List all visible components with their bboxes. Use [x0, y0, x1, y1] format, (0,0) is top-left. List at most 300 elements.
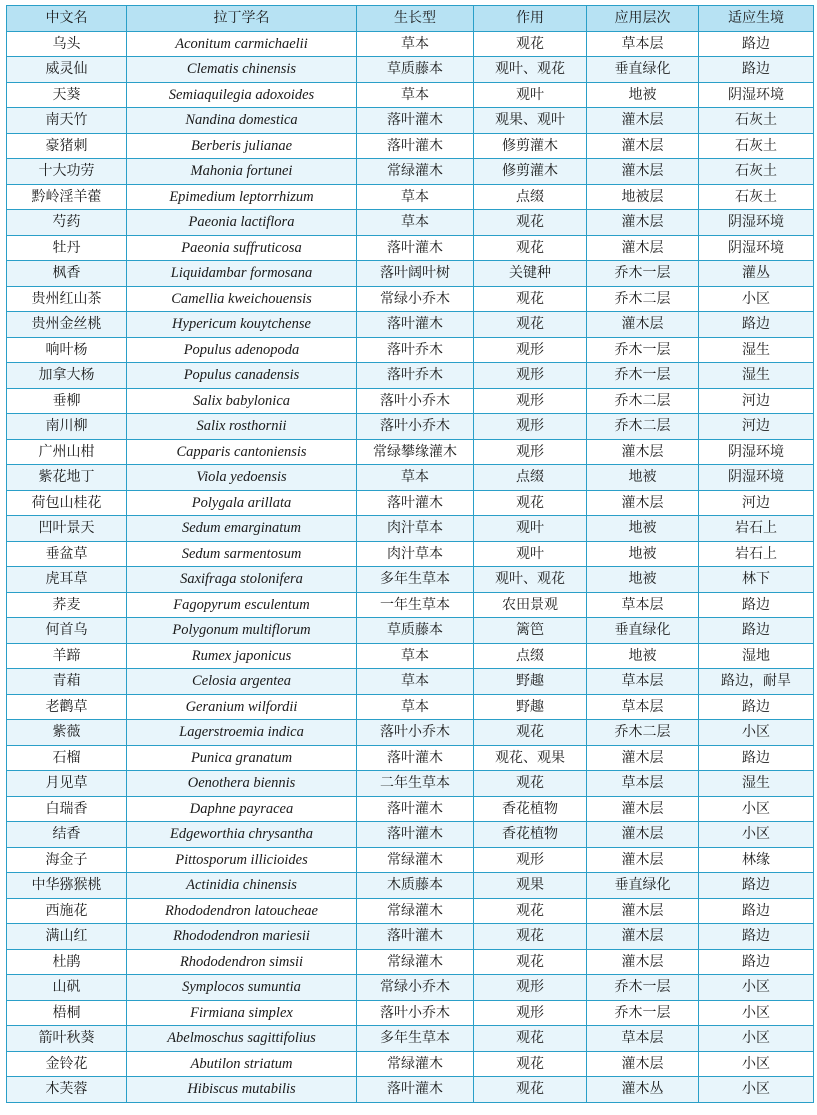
cell-habitat: 河边: [699, 414, 814, 440]
table-row: [7, 490, 814, 516]
cell-chinese-name: 南川柳: [7, 414, 127, 440]
cell-function: 野趣: [474, 694, 587, 720]
cell-growth-form: 草本: [357, 643, 474, 669]
cell-layer: 乔木一层: [587, 1000, 699, 1026]
cell-chinese-name: 何首乌: [7, 618, 127, 644]
cell-chinese-name: 荞麦: [7, 592, 127, 618]
col-header-latin-name: 拉丁学名: [127, 6, 357, 32]
cell-growth-form: 肉汁草本: [357, 516, 474, 542]
cell-habitat: 阴湿环境: [699, 210, 814, 236]
cell-habitat: 林下: [699, 567, 814, 593]
cell-function: 观形: [474, 1000, 587, 1026]
cell-layer: 灌木层: [587, 822, 699, 848]
cell-chinese-name: 加拿大杨: [7, 363, 127, 389]
cell-latin-name: Aconitum carmichaelii: [127, 31, 357, 57]
cell-growth-form: 草本: [357, 694, 474, 720]
cell-chinese-name: 豪猪刺: [7, 133, 127, 159]
cell-chinese-name: 青葙: [7, 669, 127, 695]
cell-layer: 灌木层: [587, 847, 699, 873]
table-row: [7, 516, 814, 542]
cell-latin-name: Sedum sarmentosum: [127, 541, 357, 567]
cell-latin-name: Daphne payracea: [127, 796, 357, 822]
cell-layer: 灌木层: [587, 924, 699, 950]
cell-latin-name: Abelmoschus sagittifolius: [127, 1026, 357, 1052]
cell-layer: 灌木层: [587, 898, 699, 924]
cell-function: 观形: [474, 337, 587, 363]
cell-growth-form: 落叶灌木: [357, 745, 474, 771]
cell-chinese-name: 木芙蓉: [7, 1077, 127, 1103]
table-row: [7, 261, 814, 287]
cell-function: 点缀: [474, 184, 587, 210]
cell-function: 关键种: [474, 261, 587, 287]
cell-habitat: 阴湿环境: [699, 82, 814, 108]
table-row: [7, 924, 814, 950]
cell-layer: 灌木层: [587, 133, 699, 159]
cell-habitat: 路边: [699, 898, 814, 924]
cell-layer: 灌木层: [587, 490, 699, 516]
table-row: [7, 57, 814, 83]
cell-layer: 乔木二层: [587, 414, 699, 440]
table-row: [7, 465, 814, 491]
cell-latin-name: Sedum emarginatum: [127, 516, 357, 542]
cell-habitat: 阴湿环境: [699, 465, 814, 491]
cell-growth-form: 落叶小乔木: [357, 388, 474, 414]
cell-latin-name: Punica granatum: [127, 745, 357, 771]
cell-chinese-name: 海金子: [7, 847, 127, 873]
cell-latin-name: Populus adenopoda: [127, 337, 357, 363]
cell-chinese-name: 南天竹: [7, 108, 127, 134]
cell-function: 观花: [474, 490, 587, 516]
cell-layer: 灌木层: [587, 312, 699, 338]
cell-habitat: 灌丛: [699, 261, 814, 287]
cell-function: 修剪灌木: [474, 133, 587, 159]
table-row: [7, 159, 814, 185]
table-row: [7, 1000, 814, 1026]
cell-chinese-name: 西施花: [7, 898, 127, 924]
cell-layer: 灌木层: [587, 439, 699, 465]
cell-layer: 地被: [587, 567, 699, 593]
cell-habitat: 路边: [699, 57, 814, 83]
cell-function: 香花植物: [474, 822, 587, 848]
cell-chinese-name: 月见草: [7, 771, 127, 797]
cell-habitat: 河边: [699, 388, 814, 414]
header-row: [7, 6, 814, 32]
cell-function: 观形: [474, 414, 587, 440]
cell-layer: 灌木层: [587, 796, 699, 822]
cell-chinese-name: 箭叶秋葵: [7, 1026, 127, 1052]
cell-layer: 地被: [587, 82, 699, 108]
cell-habitat: 石灰土: [699, 108, 814, 134]
cell-latin-name: Saxifraga stolonifera: [127, 567, 357, 593]
cell-latin-name: Oenothera biennis: [127, 771, 357, 797]
cell-habitat: 岩石上: [699, 516, 814, 542]
cell-layer: 乔木二层: [587, 286, 699, 312]
cell-latin-name: Polygala arillata: [127, 490, 357, 516]
cell-habitat: 路边: [699, 924, 814, 950]
cell-function: 观叶、观花: [474, 567, 587, 593]
cell-latin-name: Edgeworthia chrysantha: [127, 822, 357, 848]
cell-layer: 乔木一层: [587, 975, 699, 1001]
table-row: [7, 210, 814, 236]
cell-function: 观花、观果: [474, 745, 587, 771]
cell-habitat: 小区: [699, 1000, 814, 1026]
cell-habitat: 湿生: [699, 363, 814, 389]
cell-growth-form: 落叶小乔木: [357, 1000, 474, 1026]
col-header-habitat: 适应生境: [699, 6, 814, 32]
table-row: [7, 1051, 814, 1077]
cell-latin-name: Symplocos sumuntia: [127, 975, 357, 1001]
table-row: [7, 184, 814, 210]
cell-latin-name: Geranium wilfordii: [127, 694, 357, 720]
cell-function: 观花: [474, 286, 587, 312]
table-row: [7, 31, 814, 57]
cell-latin-name: Celosia argentea: [127, 669, 357, 695]
cell-layer: 乔木一层: [587, 261, 699, 287]
table-row: [7, 796, 814, 822]
cell-function: 观形: [474, 439, 587, 465]
cell-growth-form: 多年生草本: [357, 567, 474, 593]
cell-growth-form: 肉汁草本: [357, 541, 474, 567]
cell-habitat: 小区: [699, 1026, 814, 1052]
table-row: [7, 618, 814, 644]
cell-growth-form: 落叶灌木: [357, 312, 474, 338]
cell-growth-form: 草本: [357, 210, 474, 236]
table-row: [7, 694, 814, 720]
cell-habitat: 小区: [699, 822, 814, 848]
cell-function: 观花: [474, 1026, 587, 1052]
cell-layer: 灌木层: [587, 235, 699, 261]
cell-growth-form: 落叶灌木: [357, 924, 474, 950]
cell-chinese-name: 满山红: [7, 924, 127, 950]
cell-growth-form: 落叶乔木: [357, 337, 474, 363]
cell-layer: 地被: [587, 516, 699, 542]
cell-latin-name: Rhododendron latoucheae: [127, 898, 357, 924]
cell-function: 观形: [474, 847, 587, 873]
cell-function: 观叶: [474, 82, 587, 108]
cell-growth-form: 常绿灌木: [357, 847, 474, 873]
cell-habitat: 小区: [699, 720, 814, 746]
cell-habitat: 阴湿环境: [699, 439, 814, 465]
cell-chinese-name: 石榴: [7, 745, 127, 771]
cell-layer: 草本层: [587, 771, 699, 797]
cell-function: 观叶: [474, 541, 587, 567]
cell-latin-name: Abutilon striatum: [127, 1051, 357, 1077]
cell-chinese-name: 凹叶景天: [7, 516, 127, 542]
cell-growth-form: 一年生草本: [357, 592, 474, 618]
cell-growth-form: 常绿灌木: [357, 159, 474, 185]
table-row: [7, 541, 814, 567]
cell-function: 点缀: [474, 465, 587, 491]
col-header-function: 作用: [474, 6, 587, 32]
cell-growth-form: 落叶灌木: [357, 822, 474, 848]
cell-function: 点缀: [474, 643, 587, 669]
table-body: [7, 31, 814, 1102]
cell-function: 观花: [474, 210, 587, 236]
cell-growth-form: 常绿攀缘灌木: [357, 439, 474, 465]
cell-chinese-name: 老鹳草: [7, 694, 127, 720]
cell-function: 观形: [474, 363, 587, 389]
cell-layer: 乔木二层: [587, 388, 699, 414]
cell-latin-name: Firmiana simplex: [127, 1000, 357, 1026]
cell-function: 香花植物: [474, 796, 587, 822]
cell-habitat: 林缘: [699, 847, 814, 873]
cell-layer: 草本层: [587, 694, 699, 720]
cell-function: 观花: [474, 1051, 587, 1077]
cell-layer: 灌木层: [587, 1051, 699, 1077]
cell-growth-form: 落叶小乔木: [357, 414, 474, 440]
cell-latin-name: Lagerstroemia indica: [127, 720, 357, 746]
cell-chinese-name: 山矾: [7, 975, 127, 1001]
cell-latin-name: Nandina domestica: [127, 108, 357, 134]
table-row: [7, 1077, 814, 1103]
cell-growth-form: 草质藤本: [357, 618, 474, 644]
cell-habitat: 河边: [699, 490, 814, 516]
cell-function: 观果、观叶: [474, 108, 587, 134]
cell-habitat: 路边: [699, 949, 814, 975]
cell-function: 观花: [474, 924, 587, 950]
table-row: [7, 337, 814, 363]
cell-function: 观花: [474, 720, 587, 746]
cell-growth-form: 常绿灌木: [357, 949, 474, 975]
cell-chinese-name: 乌头: [7, 31, 127, 57]
cell-chinese-name: 紫花地丁: [7, 465, 127, 491]
cell-latin-name: Epimedium leptorrhizum: [127, 184, 357, 210]
cell-growth-form: 落叶灌木: [357, 490, 474, 516]
cell-habitat: 路边，耐旱: [699, 669, 814, 695]
cell-latin-name: Salix babylonica: [127, 388, 357, 414]
cell-chinese-name: 广州山柑: [7, 439, 127, 465]
table-row: [7, 133, 814, 159]
cell-layer: 草本层: [587, 592, 699, 618]
cell-chinese-name: 中华猕猴桃: [7, 873, 127, 899]
cell-latin-name: Mahonia fortunei: [127, 159, 357, 185]
cell-layer: 垂直绿化: [587, 873, 699, 899]
cell-latin-name: Rhododendron mariesii: [127, 924, 357, 950]
cell-habitat: 路边: [699, 745, 814, 771]
table-row: [7, 363, 814, 389]
cell-function: 观叶: [474, 516, 587, 542]
plant-species-table: [6, 5, 814, 1103]
cell-latin-name: Liquidambar formosana: [127, 261, 357, 287]
cell-chinese-name: 贵州金丝桃: [7, 312, 127, 338]
cell-habitat: 小区: [699, 1051, 814, 1077]
col-header-chinese-name: 中文名: [7, 6, 127, 32]
cell-layer: 垂直绿化: [587, 57, 699, 83]
table-row: [7, 1026, 814, 1052]
cell-growth-form: 木质藤本: [357, 873, 474, 899]
cell-layer: 灌木层: [587, 949, 699, 975]
cell-habitat: 石灰土: [699, 159, 814, 185]
cell-function: 观花: [474, 898, 587, 924]
table-row: [7, 898, 814, 924]
cell-function: 观果: [474, 873, 587, 899]
cell-function: 农田景观: [474, 592, 587, 618]
table-row: [7, 669, 814, 695]
table-header: [7, 6, 814, 32]
cell-layer: 地被: [587, 541, 699, 567]
cell-chinese-name: 威灵仙: [7, 57, 127, 83]
cell-layer: 乔木一层: [587, 363, 699, 389]
table-row: [7, 949, 814, 975]
cell-latin-name: Berberis julianae: [127, 133, 357, 159]
table-row: [7, 771, 814, 797]
cell-layer: 草本层: [587, 31, 699, 57]
table-row: [7, 975, 814, 1001]
col-header-growth-form: 生长型: [357, 6, 474, 32]
cell-habitat: 岩石上: [699, 541, 814, 567]
cell-growth-form: 草本: [357, 465, 474, 491]
cell-layer: 乔木一层: [587, 337, 699, 363]
cell-chinese-name: 贵州红山茶: [7, 286, 127, 312]
table-row: [7, 592, 814, 618]
cell-chinese-name: 枫香: [7, 261, 127, 287]
cell-latin-name: Camellia kweichouensis: [127, 286, 357, 312]
col-header-layer: 应用层次: [587, 6, 699, 32]
cell-growth-form: 落叶灌木: [357, 235, 474, 261]
cell-function: 观花: [474, 235, 587, 261]
cell-habitat: 石灰土: [699, 133, 814, 159]
cell-habitat: 路边: [699, 31, 814, 57]
cell-layer: 灌木层: [587, 745, 699, 771]
cell-function: 观花: [474, 31, 587, 57]
cell-latin-name: Fagopyrum esculentum: [127, 592, 357, 618]
cell-latin-name: Populus canadensis: [127, 363, 357, 389]
cell-growth-form: 常绿灌木: [357, 1051, 474, 1077]
table-row: [7, 567, 814, 593]
cell-function: 观形: [474, 975, 587, 1001]
cell-function: 观花: [474, 312, 587, 338]
table-row: [7, 414, 814, 440]
table-row: [7, 439, 814, 465]
cell-habitat: 湿生: [699, 337, 814, 363]
cell-function: 观叶、观花: [474, 57, 587, 83]
cell-chinese-name: 荷包山桂花: [7, 490, 127, 516]
cell-function: 观花: [474, 1077, 587, 1103]
cell-habitat: 石灰土: [699, 184, 814, 210]
table-row: [7, 82, 814, 108]
cell-habitat: 路边: [699, 592, 814, 618]
cell-latin-name: Paeonia suffruticosa: [127, 235, 357, 261]
cell-layer: 地被: [587, 465, 699, 491]
cell-latin-name: Clematis chinensis: [127, 57, 357, 83]
cell-latin-name: Salix rosthornii: [127, 414, 357, 440]
cell-chinese-name: 金铃花: [7, 1051, 127, 1077]
cell-growth-form: 常绿灌木: [357, 898, 474, 924]
cell-layer: 地被层: [587, 184, 699, 210]
cell-latin-name: Capparis cantoniensis: [127, 439, 357, 465]
cell-layer: 草本层: [587, 1026, 699, 1052]
cell-growth-form: 二年生草本: [357, 771, 474, 797]
cell-growth-form: 常绿小乔木: [357, 286, 474, 312]
table-row: [7, 720, 814, 746]
cell-growth-form: 落叶灌木: [357, 796, 474, 822]
cell-chinese-name: 垂盆草: [7, 541, 127, 567]
cell-layer: 灌木层: [587, 159, 699, 185]
cell-layer: 地被: [587, 643, 699, 669]
cell-growth-form: 多年生草本: [357, 1026, 474, 1052]
cell-function: 修剪灌木: [474, 159, 587, 185]
cell-latin-name: Rumex japonicus: [127, 643, 357, 669]
cell-function: 观花: [474, 949, 587, 975]
cell-growth-form: 常绿小乔木: [357, 975, 474, 1001]
cell-habitat: 路边: [699, 618, 814, 644]
cell-habitat: 路边: [699, 312, 814, 338]
cell-growth-form: 落叶乔木: [357, 363, 474, 389]
cell-layer: 垂直绿化: [587, 618, 699, 644]
cell-growth-form: 草本: [357, 184, 474, 210]
cell-latin-name: Actinidia chinensis: [127, 873, 357, 899]
cell-habitat: 湿生: [699, 771, 814, 797]
cell-growth-form: 落叶灌木: [357, 133, 474, 159]
cell-habitat: 小区: [699, 975, 814, 1001]
table-row: [7, 822, 814, 848]
cell-growth-form: 落叶阔叶树: [357, 261, 474, 287]
cell-chinese-name: 羊蹄: [7, 643, 127, 669]
cell-chinese-name: 垂柳: [7, 388, 127, 414]
table-row: [7, 235, 814, 261]
cell-latin-name: Paeonia lactiflora: [127, 210, 357, 236]
cell-habitat: 小区: [699, 796, 814, 822]
table-row: [7, 108, 814, 134]
cell-growth-form: 草本: [357, 31, 474, 57]
cell-latin-name: Hibiscus mutabilis: [127, 1077, 357, 1103]
cell-chinese-name: 结香: [7, 822, 127, 848]
cell-layer: 灌木层: [587, 108, 699, 134]
cell-habitat: 小区: [699, 286, 814, 312]
table-row: [7, 745, 814, 771]
cell-habitat: 路边: [699, 873, 814, 899]
cell-latin-name: Semiaquilegia adoxoides: [127, 82, 357, 108]
cell-function: 野趣: [474, 669, 587, 695]
table-row: [7, 873, 814, 899]
cell-growth-form: 草本: [357, 669, 474, 695]
cell-chinese-name: 芍药: [7, 210, 127, 236]
cell-latin-name: Polygonum multiflorum: [127, 618, 357, 644]
cell-chinese-name: 牡丹: [7, 235, 127, 261]
cell-latin-name: Hypericum kouytchense: [127, 312, 357, 338]
table-row: [7, 286, 814, 312]
cell-latin-name: Rhododendron simsii: [127, 949, 357, 975]
cell-habitat: 湿地: [699, 643, 814, 669]
cell-chinese-name: 白瑞香: [7, 796, 127, 822]
cell-function: 观花: [474, 771, 587, 797]
cell-habitat: 小区: [699, 1077, 814, 1103]
table-row: [7, 388, 814, 414]
cell-latin-name: Pittosporum illicioides: [127, 847, 357, 873]
cell-function: 篱笆: [474, 618, 587, 644]
cell-layer: 草本层: [587, 669, 699, 695]
cell-chinese-name: 虎耳草: [7, 567, 127, 593]
cell-chinese-name: 天葵: [7, 82, 127, 108]
cell-habitat: 路边: [699, 694, 814, 720]
cell-growth-form: 落叶灌木: [357, 108, 474, 134]
table-row: [7, 643, 814, 669]
cell-function: 观形: [474, 388, 587, 414]
cell-latin-name: Viola yedoensis: [127, 465, 357, 491]
cell-chinese-name: 响叶杨: [7, 337, 127, 363]
cell-layer: 灌木层: [587, 210, 699, 236]
table-row: [7, 847, 814, 873]
cell-layer: 灌木丛: [587, 1077, 699, 1103]
cell-growth-form: 草本: [357, 82, 474, 108]
table-row: [7, 312, 814, 338]
cell-chinese-name: 梧桐: [7, 1000, 127, 1026]
cell-habitat: 阴湿环境: [699, 235, 814, 261]
cell-chinese-name: 杜鹃: [7, 949, 127, 975]
cell-growth-form: 落叶小乔木: [357, 720, 474, 746]
cell-growth-form: 草质藤本: [357, 57, 474, 83]
cell-chinese-name: 十大功劳: [7, 159, 127, 185]
